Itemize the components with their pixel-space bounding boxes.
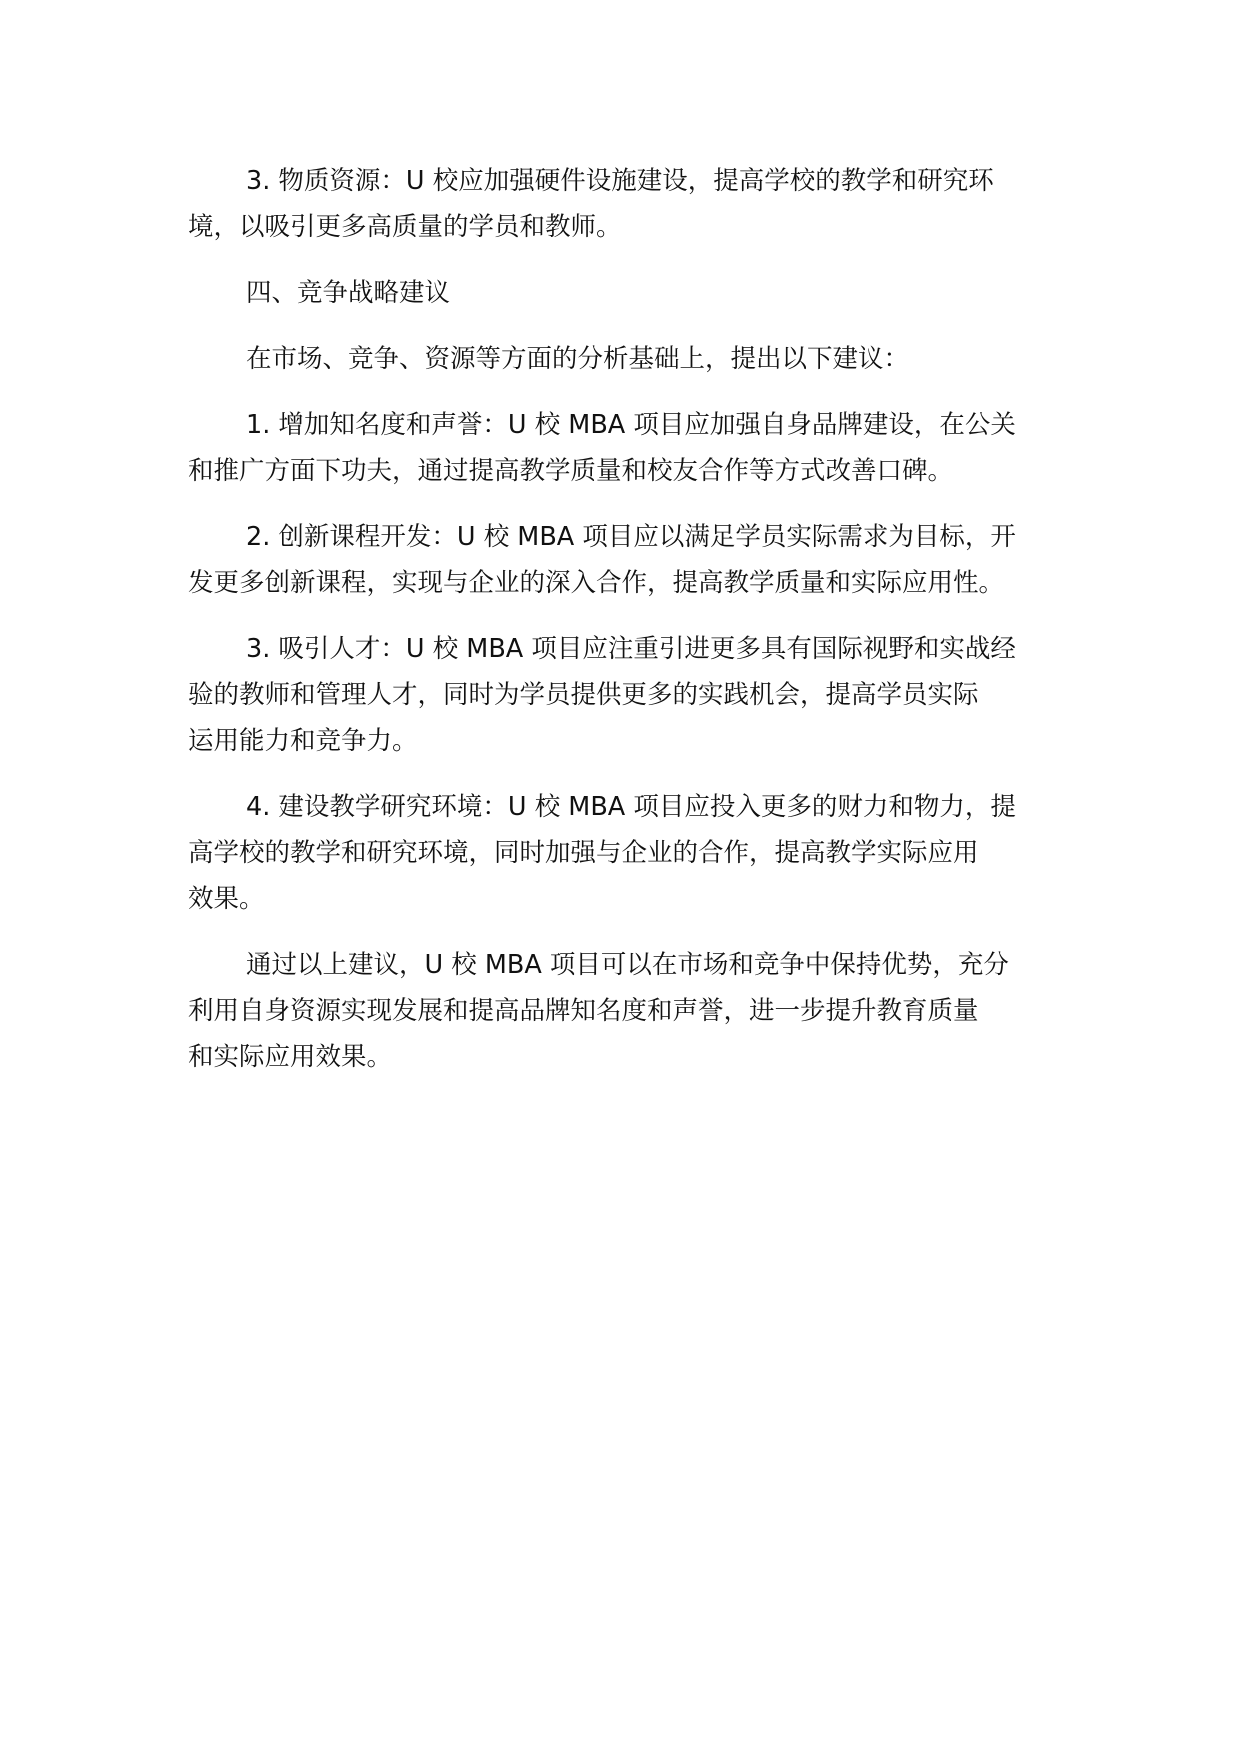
paragraph-line: 效果。 — [188, 884, 265, 914]
paragraph-line: 利用自身资源实现发展和提高品牌知名度和声誉，进一步提升教育质量 — [188, 996, 979, 1026]
paragraph-suggestion-4 — [188, 784, 1068, 922]
paragraph-line: 和推广方面下功夫，通过提高教学质量和校友合作等方式改善口碑。 — [188, 456, 954, 486]
paragraph-line: 发更多创新课程，实现与企业的深入合作，提高教学质量和实际应用性。 — [188, 568, 1005, 598]
paragraph-line: 境，以吸引更多高质量的学员和教师。 — [188, 212, 622, 242]
paragraph-conclusion — [188, 942, 1068, 1080]
paragraph-line: 在市场、竞争、资源等方面的分析基础上，提出以下建议： — [246, 344, 910, 374]
paragraph-line: 3. 吸引人才：U 校 MBA 项目应注重引进更多具有国际视野和实战经 — [246, 634, 1016, 664]
paragraph-line: 运用能力和竞争力。 — [188, 726, 418, 756]
paragraph-line: 和实际应用效果。 — [188, 1042, 393, 1072]
paragraph-intro — [188, 336, 1068, 382]
paragraph-line: 3. 物质资源：U 校应加强硬件设施建设，提高学校的教学和研究环 — [246, 166, 994, 196]
document-body — [188, 158, 1068, 1100]
paragraph-line: 1. 增加知名度和声誉：U 校 MBA 项目应加强自身品牌建设，在公关 — [246, 410, 1016, 440]
paragraph-suggestion-2 — [188, 514, 1068, 606]
paragraph-physical-resources — [188, 158, 1068, 250]
paragraph-line: 2. 创新课程开发：U 校 MBA 项目应以满足学员实际需求为目标，开 — [246, 522, 1016, 552]
heading-line: 四、竞争战略建议 — [246, 278, 451, 308]
paragraph-suggestion-1 — [188, 402, 1068, 494]
paragraph-line: 验的教师和管理人才，同时为学员提供更多的实践机会，提高学员实际 — [188, 680, 979, 710]
section-heading — [188, 270, 1068, 316]
paragraph-suggestion-3 — [188, 626, 1068, 764]
paragraph-line: 高学校的教学和研究环境，同时加强与企业的合作，提高教学实际应用 — [188, 838, 979, 868]
paragraph-line: 通过以上建议，U 校 MBA 项目可以在市场和竞争中保持优势，充分 — [246, 950, 1009, 980]
paragraph-line: 4. 建设教学研究环境：U 校 MBA 项目应投入更多的财力和物力，提 — [246, 792, 1016, 822]
